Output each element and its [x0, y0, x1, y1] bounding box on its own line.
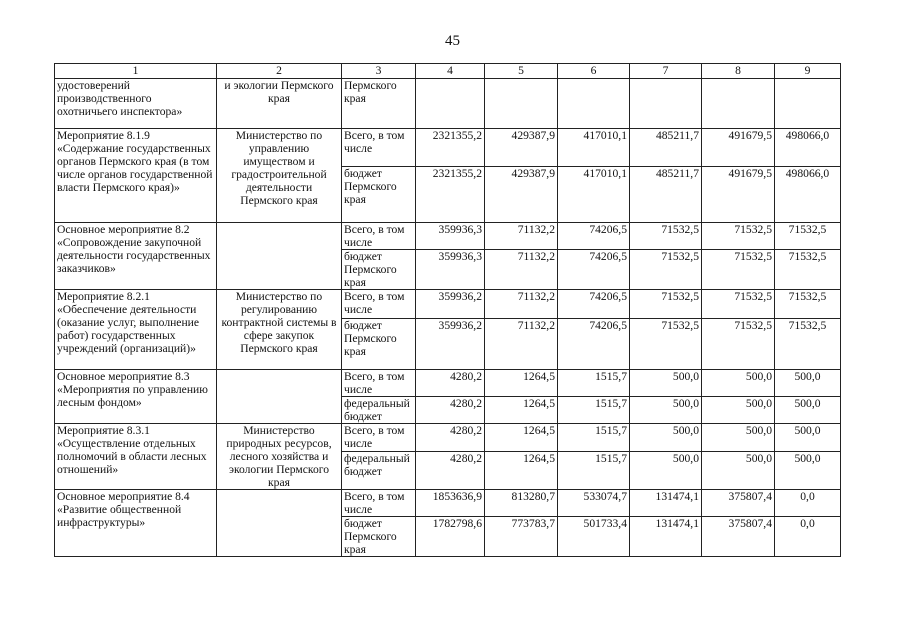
amount-cell: 74206,5: [558, 319, 630, 370]
amount-cell: [416, 79, 485, 129]
amount-cell: 1515,7: [558, 370, 630, 397]
executor-cell: Министерство по регулированию контрактной системы в сфере закупок Пермского края: [217, 290, 342, 370]
funding-source-cell: Всего, в том числе: [342, 370, 416, 397]
table-row: [55, 424, 841, 452]
amount-cell: [558, 79, 630, 129]
amount-cell: 71532,5: [630, 290, 702, 319]
amount-cell: 500,0: [702, 452, 775, 490]
amount-cell: 71132,2: [485, 319, 558, 370]
amount-cell: 1264,5: [485, 424, 558, 452]
amount-cell: 533074,7: [558, 490, 630, 517]
amount-cell: 773783,7: [485, 517, 558, 557]
amount-cell: 375807,4: [702, 517, 775, 557]
executor-cell: [217, 370, 342, 424]
amount-cell: 1782798,6: [416, 517, 485, 557]
page-number: 45: [445, 33, 460, 49]
amount-cell: 74206,5: [558, 290, 630, 319]
table-row: [55, 129, 841, 167]
amount-cell: 500,0: [702, 370, 775, 397]
amount-cell: 71132,2: [485, 223, 558, 250]
amount-cell: [485, 79, 558, 129]
amount-cell: 500,0: [775, 397, 841, 424]
header-row: [55, 64, 841, 79]
funding-source-cell: Пермского края: [342, 79, 416, 129]
column-header: 6: [558, 64, 630, 79]
funding-source-cell: Всего, в том числе: [342, 129, 416, 167]
executor-cell: и экологии Пермского края: [217, 79, 342, 129]
amount-cell: 501733,4: [558, 517, 630, 557]
amount-cell: 498066,0: [775, 129, 841, 167]
amount-cell: 4280,2: [416, 452, 485, 490]
amount-cell: 71532,5: [630, 319, 702, 370]
amount-cell: [702, 79, 775, 129]
table-body: [55, 79, 841, 557]
funding-source-cell: Всего, в том числе: [342, 490, 416, 517]
amount-cell: 485211,7: [630, 129, 702, 167]
column-header: 3: [342, 64, 416, 79]
amount-cell: 1515,7: [558, 452, 630, 490]
column-header: 9: [775, 64, 841, 79]
amount-cell: 71532,5: [702, 250, 775, 290]
amount-cell: 71132,2: [485, 290, 558, 319]
amount-cell: 500,0: [630, 397, 702, 424]
funding-source-cell: Всего, в том числе: [342, 290, 416, 319]
amount-cell: 359936,3: [416, 223, 485, 250]
table-row: [55, 370, 841, 397]
activity-name-cell: Мероприятие 8.3.1 «Осуществление отдельных полномочий в области лесных отношений»: [55, 424, 217, 490]
amount-cell: [630, 79, 702, 129]
amount-cell: 71532,5: [630, 250, 702, 290]
amount-cell: 491679,5: [702, 167, 775, 223]
amount-cell: 500,0: [702, 424, 775, 452]
amount-cell: 1264,5: [485, 452, 558, 490]
amount-cell: 500,0: [630, 452, 702, 490]
amount-cell: 359936,2: [416, 319, 485, 370]
table-row: [55, 79, 841, 129]
column-header: 2: [217, 64, 342, 79]
amount-cell: 500,0: [775, 424, 841, 452]
amount-cell: 74206,5: [558, 250, 630, 290]
amount-cell: 4280,2: [416, 397, 485, 424]
amount-cell: 1853636,9: [416, 490, 485, 517]
amount-cell: 71532,5: [775, 319, 841, 370]
activity-name-cell: Основное мероприятие 8.4 «Развитие общественной инфраструктуры»: [55, 490, 217, 557]
amount-cell: 498066,0: [775, 167, 841, 223]
amount-cell: 1515,7: [558, 397, 630, 424]
funding-source-cell: федеральный бюджет: [342, 397, 416, 424]
funding-source-cell: федеральный бюджет: [342, 452, 416, 490]
amount-cell: 71532,5: [702, 223, 775, 250]
amount-cell: 74206,5: [558, 223, 630, 250]
amount-cell: 0,0: [775, 490, 841, 517]
amount-cell: 1264,5: [485, 397, 558, 424]
amount-cell: 500,0: [775, 452, 841, 490]
activity-name-cell: удостоверений производственного охотничьего инспектора»: [55, 79, 217, 129]
column-header: 1: [55, 64, 217, 79]
amount-cell: 71532,5: [702, 290, 775, 319]
amount-cell: [775, 79, 841, 129]
column-header: 8: [702, 64, 775, 79]
amount-cell: 71532,5: [775, 223, 841, 250]
amount-cell: 429387,9: [485, 129, 558, 167]
funding-source-cell: бюджет Пермского края: [342, 319, 416, 370]
amount-cell: 4280,2: [416, 424, 485, 452]
table-row: [55, 223, 841, 250]
table-row: [55, 490, 841, 517]
budget-table: [54, 63, 841, 557]
amount-cell: 485211,7: [630, 167, 702, 223]
column-header: 5: [485, 64, 558, 79]
executor-cell: [217, 490, 342, 557]
amount-cell: 375807,4: [702, 490, 775, 517]
amount-cell: 417010,1: [558, 129, 630, 167]
table-row: [55, 290, 841, 319]
amount-cell: 429387,9: [485, 167, 558, 223]
amount-cell: 500,0: [630, 370, 702, 397]
executor-cell: Министерство природных ресурсов, лесного хозяйства и экологии Пермского края: [217, 424, 342, 490]
amount-cell: 71532,5: [775, 290, 841, 319]
amount-cell: 359936,3: [416, 250, 485, 290]
amount-cell: 71532,5: [702, 319, 775, 370]
amount-cell: 71132,2: [485, 250, 558, 290]
funding-source-cell: Всего, в том числе: [342, 424, 416, 452]
amount-cell: 131474,1: [630, 517, 702, 557]
amount-cell: 500,0: [775, 370, 841, 397]
amount-cell: 2321355,2: [416, 129, 485, 167]
activity-name-cell: Мероприятие 8.2.1 «Обеспечение деятельности (оказание услуг, выполнение работ) государственных учреждений (организаций)»: [55, 290, 217, 370]
executor-cell: Министерство по управлению имуществом и градостроительной деятельности Пермского края: [217, 129, 342, 223]
activity-name-cell: Основное мероприятие 8.2 «Сопровождение закупочной деятельности государственных заказчиков»: [55, 223, 217, 290]
column-header: 7: [630, 64, 702, 79]
amount-cell: 500,0: [630, 424, 702, 452]
amount-cell: 500,0: [702, 397, 775, 424]
amount-cell: 1264,5: [485, 370, 558, 397]
amount-cell: 2321355,2: [416, 167, 485, 223]
column-header: 4: [416, 64, 485, 79]
amount-cell: 4280,2: [416, 370, 485, 397]
amount-cell: 359936,2: [416, 290, 485, 319]
funding-source-cell: бюджет Пермского края: [342, 517, 416, 557]
amount-cell: 71532,5: [775, 250, 841, 290]
amount-cell: 417010,1: [558, 167, 630, 223]
amount-cell: 813280,7: [485, 490, 558, 517]
amount-cell: 1515,7: [558, 424, 630, 452]
activity-name-cell: Мероприятие 8.1.9 «Содержание государственных органов Пермского края (в том числе органов государственной власти Пермского края)»: [55, 129, 217, 223]
funding-source-cell: бюджет Пермского края: [342, 250, 416, 290]
funding-source-cell: бюджет Пермского края: [342, 167, 416, 223]
amount-cell: 131474,1: [630, 490, 702, 517]
executor-cell: [217, 223, 342, 290]
amount-cell: 71532,5: [630, 223, 702, 250]
activity-name-cell: Основное мероприятие 8.3 «Мероприятия по управлению лесным фондом»: [55, 370, 217, 424]
amount-cell: 0,0: [775, 517, 841, 557]
funding-source-cell: Всего, в том числе: [342, 223, 416, 250]
amount-cell: 491679,5: [702, 129, 775, 167]
